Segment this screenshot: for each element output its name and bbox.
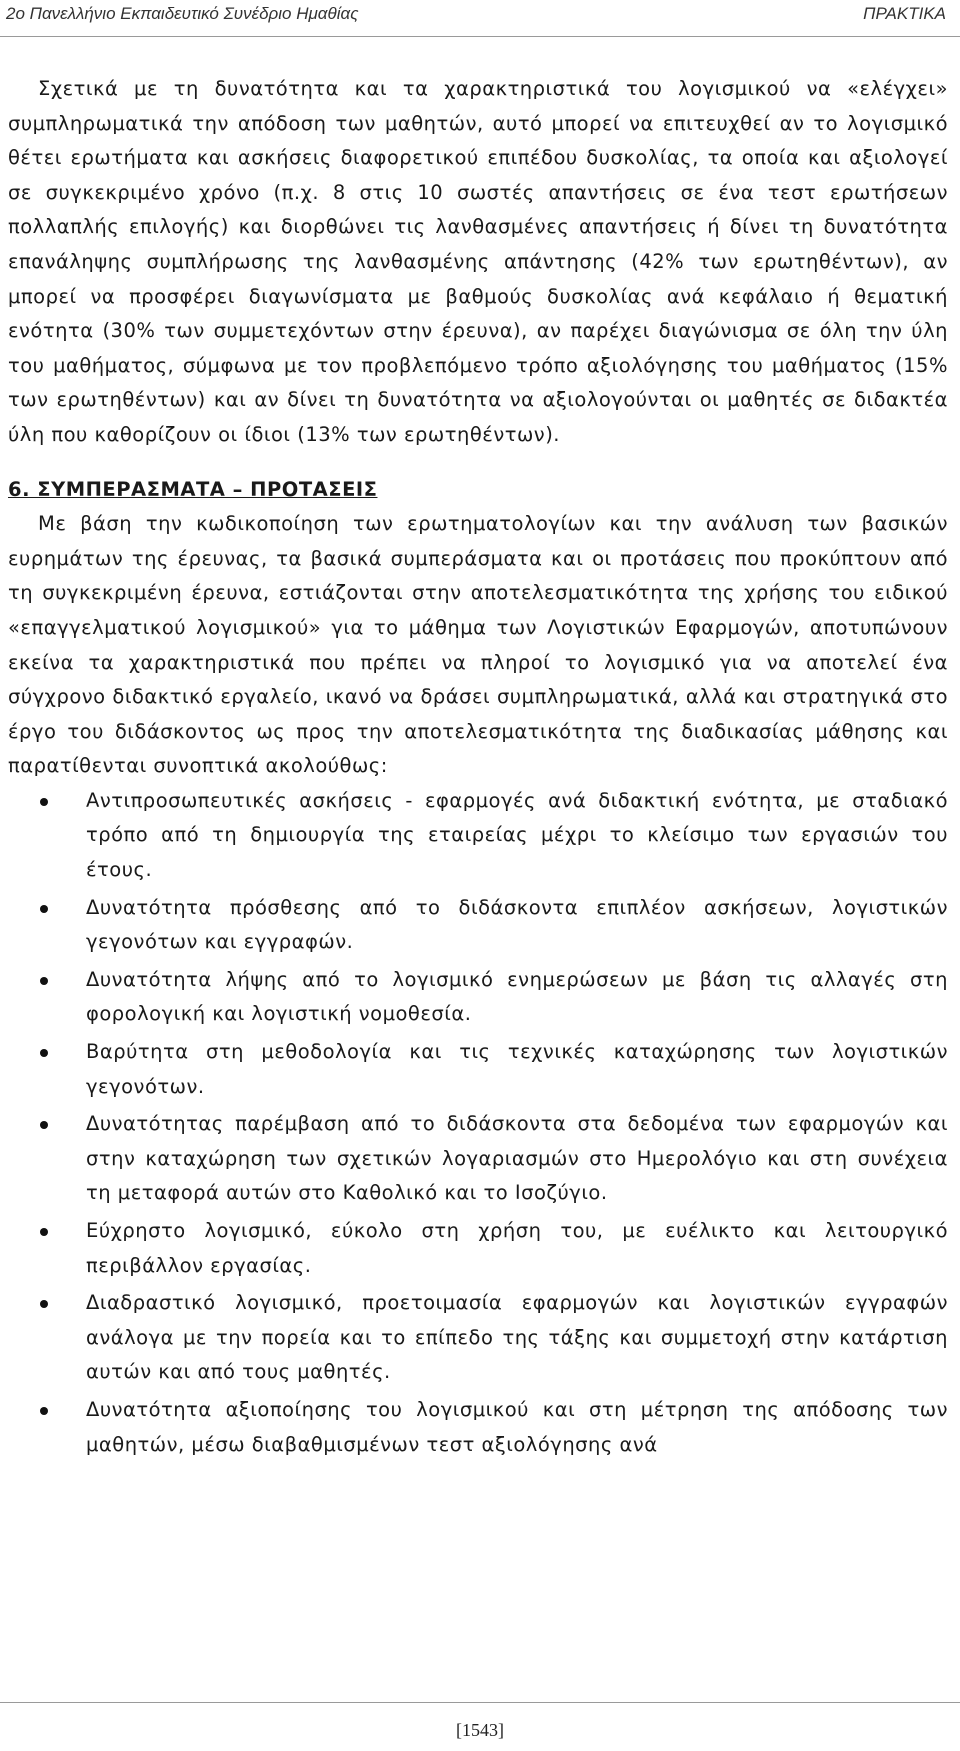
page-number: [1543] — [456, 1720, 504, 1740]
conclusions-list — [8, 784, 948, 1462]
list-item — [8, 891, 948, 960]
bullet-icon — [40, 1228, 48, 1236]
bullet-icon — [40, 1121, 48, 1129]
bullet-icon — [40, 977, 48, 985]
proceedings-label: ΠΡΑΚΤΙΚΑ — [863, 4, 946, 23]
list-item — [8, 1214, 948, 1283]
list-item-text: Αντιπροσωπευτικές ασκήσεις - εφαρμογές ανά διδακτική ενότητα, με σταδιακό τρόπο από τη δημιουργία της εταιρείας μέχρι το κλείσιμο των εργασιών του έτους. — [86, 788, 948, 882]
list-item — [8, 1035, 948, 1104]
list-item — [8, 1286, 948, 1390]
list-item-text: Δυνατότητα λήψης από το λογισμικό ενημερώσεων με βάση τις αλλαγές στη φορολογική και λογιστική νομοθεσία. — [86, 967, 948, 1026]
list-item — [8, 1393, 948, 1462]
page-header — [0, 0, 960, 37]
conference-title: 2ο Πανελλήνιο Εκπαιδευτικό Συνέδριο Ημαθίας — [6, 4, 359, 23]
footer-divider — [0, 1702, 960, 1703]
list-item — [8, 963, 948, 1032]
list-item-text: Εύχρηστο λογισμικό, εύκολο στη χρήση του, με ευέλικτο και λειτουργικό περιβάλλον εργασίας. — [86, 1219, 948, 1277]
list-item-text: Βαρύτητα στη μεθοδολογία και τις τεχνικές καταχώρησης των λογιστικών γεγονότων. — [86, 1040, 948, 1098]
list-item-text: Δυνατότητα πρόσθεσης από το διδάσκοντα επιπλέον ασκήσεων, λογιστικών γεγονότων και εγγραφών. — [86, 895, 948, 954]
bullet-icon — [40, 798, 48, 806]
body-paragraph: Σχετικά με τη δυνατότητα και τα χαρακτηριστικά του λογισμικού να «ελέγχει» συμπληρωματικά την απόδοση των μαθητών, αυτό μπορεί να επιτευχθεί αν το λογισμικό θέτει ερωτήματα και ασκήσεις διαφορετικού επιπέδου δυσκολίας, τα οποία και αξιολογεί σε συγκεκριμένο χρόνο (π.χ. 8 στις 10 σωστές απαντήσεις σε ένα τεστ ερωτήσεων πολλαπλής επιλογής) και διορθώνει τις λανθασμένες απαντήσεις ή δίνει τη δυνατότητα επανάληψης συμπλήρωσης της λανθασμένης απάντησης (42% των ερωτηθέντων), αν μπορεί να προσφέρει διαγωνίσματα με βαθμούς δυσκολίας ανά κεφάλαιο ή θεματική ενότητα (30% των συμμετεχόντων στην έρευνα), αν παρέχει διαγώνισμα σε όλη την ύλη του μαθήματος, σύμφωνα με τον προβλεπόμενο τρόπο αξιολόγησης του μαθήματος (15% των ερωτηθέντων) και αν δίνει τη δυνατότητα να αξιολογούνται οι μαθητές σε διδακτέα ύλη που καθορίζουν οι ίδιοι (13% των ερωτηθέντων). — [8, 77, 948, 446]
page-content — [8, 72, 948, 1465]
list-item-text: Διαδραστικό λογισμικό, προετοιμασία εφαρμογών και λογιστικών εγγραφών ανάλογα με την πορεία και το επίπεδο της τάξης και συμμετοχή στην κατάρτιση αυτών και από τους μαθητές. — [86, 1291, 948, 1384]
list-item-text: Δυνατότητας παρέμβαση από το διδάσκοντα στα δεδομένα των εφαρμογών και στην καταχώρηση των σχετικών λογαριασμών στο Ημερολόγιο και στη συνέχεια τη μεταφορά αυτών στο Καθολικό και το Ισοζύγιο. — [86, 1112, 948, 1205]
list-item-text: Δυνατότητα αξιοποίησης του λογισμικού και στη μέτρηση της απόδοσης των μαθητών, μέσω διαβαθμισμένων τεστ αξιολόγησης ανά — [86, 1397, 948, 1456]
list-item — [8, 1107, 948, 1211]
bullet-icon — [40, 1407, 48, 1415]
bullet-icon — [40, 905, 48, 913]
section-heading: 6. ΣΥΜΠΕΡΑΣΜΑΤΑ – ΠΡΟΤΑΣΕΙΣ — [8, 477, 378, 501]
body-paragraph: Με βάση την κωδικοποίηση των ερωτηματολογίων και την ανάλυση των βασικών ευρημάτων της έρευνας, τα βασικά συμπεράσματα και οι προτάσεις που προκύπτουν από τη συγκεκριμένη έρευνα, εστιάζονται στην αποτελεσματικότητα της χρήσης του ειδικού «επαγγελματικού λογισμικού» για το μάθημα των Λογιστικών Εφαρμογών, αποτυπώνουν εκείνα τα χαρακτηριστικά που πρέπει να πληροί το λογισμικό για να αποτελεί ένα σύγχρονο διδακτικό εργαλείο, ικανό να δράσει συμπληρωματικά, αλλά και στρατηγικά στο έργο του διδάσκοντος ως προς την αποτελεσματικότητα της διαδικασίας μάθησης και παρατίθενται συνοπτικά ακολούθως: — [8, 512, 948, 778]
list-item — [8, 784, 948, 888]
bullet-icon — [40, 1049, 48, 1057]
bullet-icon — [40, 1300, 48, 1308]
